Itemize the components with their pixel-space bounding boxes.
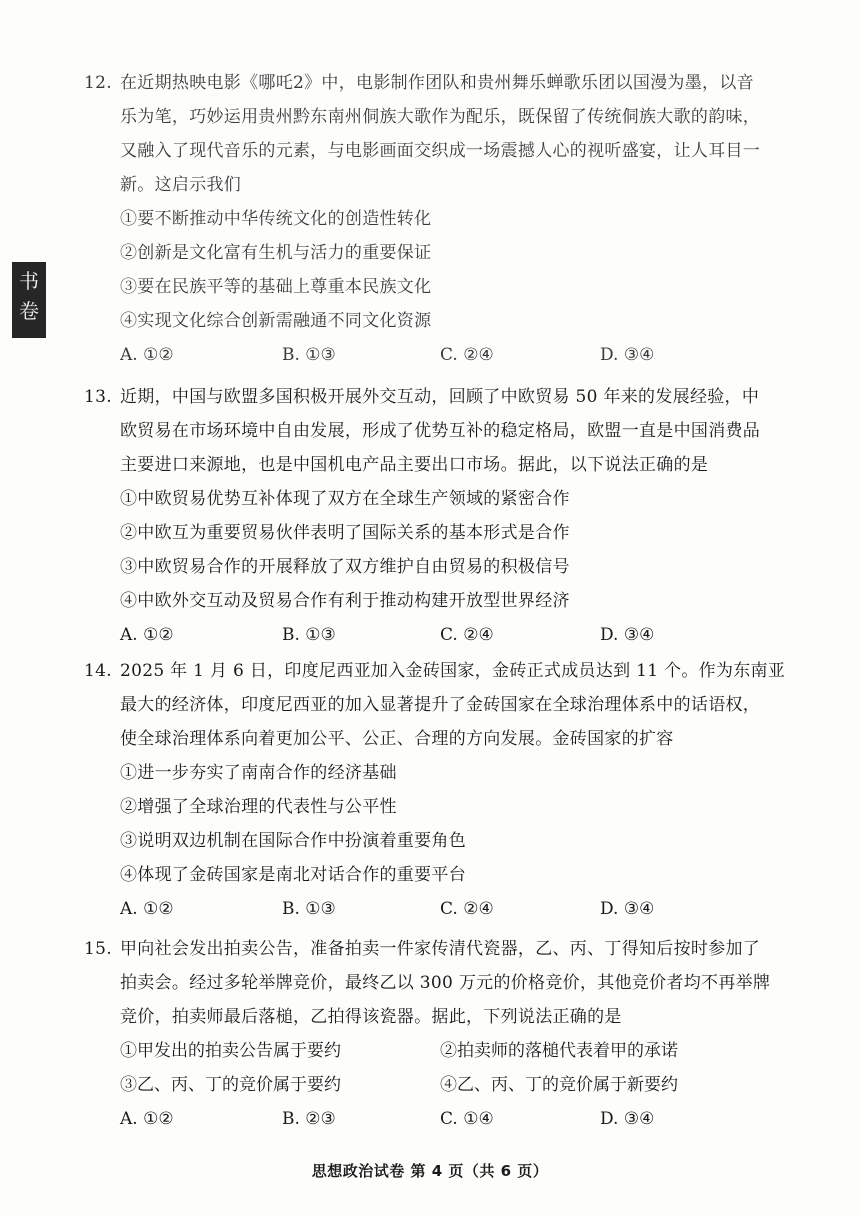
statement: ①要不断推动中华传统文化的创造性转化 xyxy=(120,209,432,229)
statement-row xyxy=(84,1034,784,1068)
question-stem-line xyxy=(84,932,784,966)
statement: ①中欧贸易优势互补体现了双方在全球生产领域的紧密合作 xyxy=(120,489,570,509)
option-d: D. ③④ xyxy=(600,345,655,365)
statement: ④实现文化综合创新需融通不同文化资源 xyxy=(120,311,432,331)
side-stamp-char: 书 xyxy=(19,269,39,293)
question-stem-line: 乐为笔，巧妙运用贵州黔东南州侗族大歌作为配乐，既保留了传统侗族大歌的韵味， xyxy=(120,107,761,127)
question-stem-line: 新。这启示我们 xyxy=(120,175,242,195)
side-binding-stamp xyxy=(12,262,46,338)
answer-options xyxy=(84,618,784,652)
answer-options xyxy=(84,1102,784,1136)
question-stem-line: 竞价，拍卖师最后落槌，乙拍得该瓷器。据此，下列说法正确的是 xyxy=(120,1007,622,1027)
question-12 xyxy=(84,66,784,372)
statement: ②增强了全球治理的代表性与公平性 xyxy=(120,797,397,817)
answer-options xyxy=(84,338,784,372)
side-stamp-char: 卷 xyxy=(19,299,39,323)
statement: ④中欧外交互动及贸易合作有利于推动构建开放型世界经济 xyxy=(120,591,570,611)
statement: ②创新是文化富有生机与活力的重要保证 xyxy=(120,243,432,263)
answer-options xyxy=(84,892,784,926)
option-c: C. ②④ xyxy=(440,625,494,645)
option-c: C. ②④ xyxy=(440,345,494,365)
option-b: B. ①③ xyxy=(282,345,336,365)
stem-text: 近期，中国与欧盟多国积极开展外交互动，回顾了中欧贸易 50 年来的发展经验，中 xyxy=(120,387,760,407)
question-stem-line xyxy=(84,380,784,414)
statement: ①甲发出的拍卖公告属于要约 xyxy=(120,1041,341,1061)
option-a: A. ①② xyxy=(120,899,174,919)
statement: ④体现了金砖国家是南北对话合作的重要平台 xyxy=(120,865,466,885)
question-number: 14. xyxy=(84,661,112,681)
question-number: 15. xyxy=(84,939,112,959)
question-stem-line xyxy=(84,66,784,100)
option-b: B. ①③ xyxy=(282,625,336,645)
statement: ③要在民族平等的基础上尊重本民族文化 xyxy=(120,277,432,297)
question-stem-line: 拍卖会。经过多轮举牌竞价，最终乙以 300 万元的价格竞价，其他竞价者均不再举牌 xyxy=(120,973,771,993)
question-13 xyxy=(84,380,784,652)
option-d: D. ③④ xyxy=(600,625,655,645)
option-b: B. ①③ xyxy=(282,899,336,919)
statement: ②拍卖师的落槌代表着甲的承诺 xyxy=(440,1041,678,1061)
question-15 xyxy=(84,932,784,1136)
option-a: A. ①② xyxy=(120,1109,174,1129)
question-stem-line: 欧贸易在市场环境中自由发展，形成了优势互补的稳定格局，欧盟一直是中国消费品 xyxy=(120,421,761,441)
option-c: C. ②④ xyxy=(440,899,494,919)
option-a: A. ①② xyxy=(120,345,174,365)
question-stem-line: 主要进口来源地，也是中国机电产品主要出口市场。据此，以下说法正确的是 xyxy=(120,455,709,475)
question-number: 12. xyxy=(84,73,112,93)
question-stem-line: 使全球治理体系向着更加公平、公正、合理的方向发展。金砖国家的扩容 xyxy=(120,729,674,749)
statement: ③中欧贸易合作的开展释放了双方维护自由贸易的积极信号 xyxy=(120,557,570,577)
option-d: D. ③④ xyxy=(600,899,655,919)
question-stem-line: 又融入了现代音乐的元素，与电影画面交织成一场震撼人心的视听盛宴，让人耳目一 xyxy=(120,141,761,161)
option-d: D. ③④ xyxy=(600,1109,655,1129)
stem-text: 甲向社会发出拍卖公告，准备拍卖一件家传清代瓷器，乙、丙、丁得知后按时参加了 xyxy=(120,939,761,959)
question-number: 13. xyxy=(84,387,112,407)
statement-row xyxy=(84,1068,784,1102)
statement: ①进一步夯实了南南合作的经济基础 xyxy=(120,763,397,783)
question-stem-line xyxy=(84,654,784,688)
option-a: A. ①② xyxy=(120,625,174,645)
page-footer: 思想政治试卷 第 4 页（共 6 页） xyxy=(311,1162,549,1180)
option-b: B. ②③ xyxy=(282,1109,336,1129)
stem-text: 在近期热映电影《哪吒2》中，电影制作团队和贵州舞乐蝉歌乐团以国漫为墨，以音 xyxy=(120,73,754,93)
stem-text: 2025 年 1 月 6 日，印度尼西亚加入金砖国家，金砖正式成员达到 11 个。作为东南亚 xyxy=(120,661,786,681)
statement: ④乙、丙、丁的竞价属于新要约 xyxy=(440,1075,678,1095)
statement: ②中欧互为重要贸易伙伴表明了国际关系的基本形式是合作 xyxy=(120,523,570,543)
statement: ③说明双边机制在国际合作中扮演着重要角色 xyxy=(120,831,466,851)
question-stem-line: 最大的经济体，印度尼西亚的加入显著提升了金砖国家在全球治理体系中的话语权， xyxy=(120,695,761,715)
option-c: C. ①④ xyxy=(440,1109,494,1129)
statement: ③乙、丙、丁的竞价属于要约 xyxy=(120,1075,341,1095)
question-14 xyxy=(84,654,784,926)
